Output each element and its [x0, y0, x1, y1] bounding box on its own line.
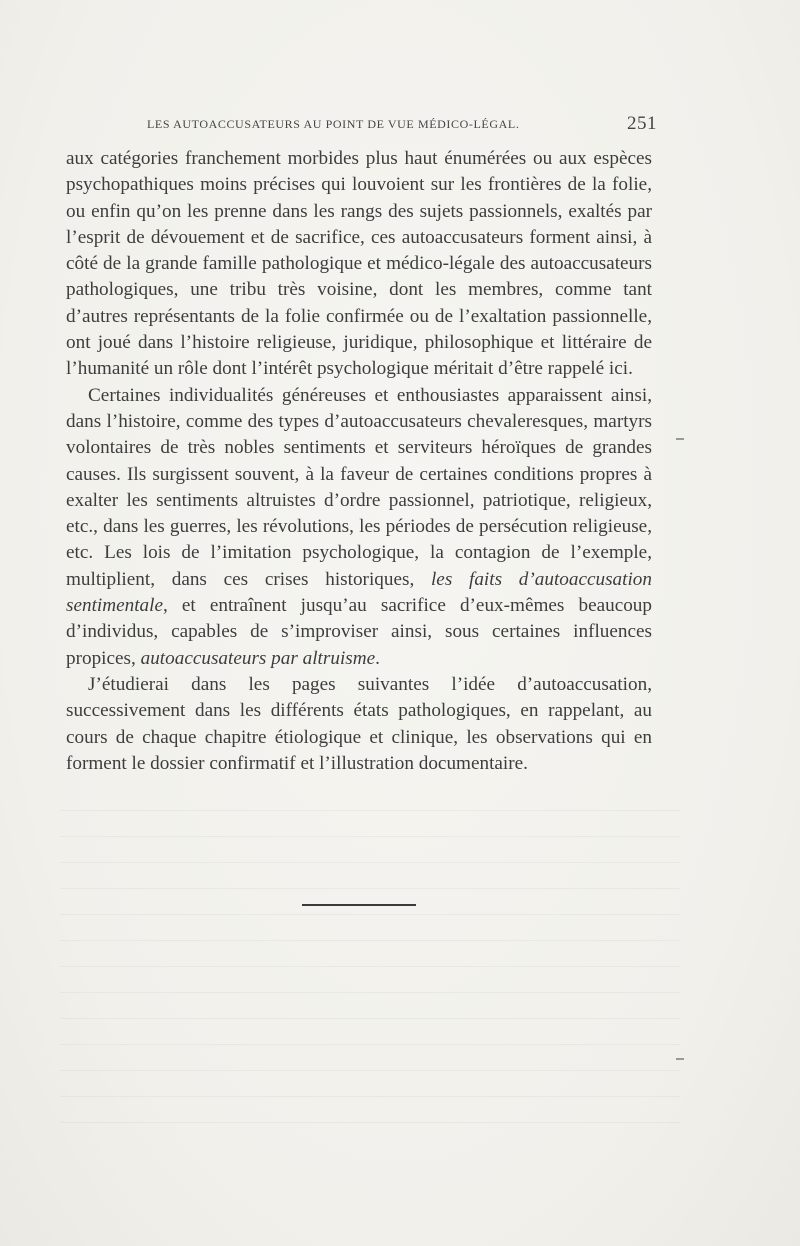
edge-mark-bottom	[676, 1058, 684, 1060]
body-text	[66, 146, 652, 777]
paragraph-2-text-after: .	[375, 647, 380, 669]
running-header	[147, 112, 657, 136]
edge-mark-top	[676, 438, 684, 440]
paragraph-3: J’étudierai dans les pages suivantes l’idée d’autoaccusation, successivement dans les différents états pathologiques, en rappelant, au cours de chaque chapitre étiologique et clinique, les observations qui en forment le dossier confirmatif et l’illustration documentaire.	[66, 673, 652, 774]
paragraph-2	[66, 383, 652, 672]
italic-phrase-altruisme: autoaccusateurs par altruisme	[140, 647, 376, 669]
italic-phrase-sentimental: les faits d’autoaccusation sentimentale	[66, 568, 652, 617]
paragraph-1: aux catégories franchement morbides plus haut énumérées ou aux espèces psychopathiques moins précises qui louvoient sur les frontières de la folie, ou enfin qu’on les prenne dans les rangs des sujets passionnels, exaltés par l’esprit de dévouement et de sacrifice, ces autoaccusateurs forment ainsi, à côté de la grande famille pathologique et médico-légale des autoaccusateurs pathologiques, une tribu très voisine, dont les membres, comme tant d’autres représentants de la folie confirmée ou de l’exaltation passionnelle, ont joué dans l’histoire religieuse, juridique, philosophique et littéraire de l’humanité un rôle dont l’intérêt psychologique méritait d’être rappelé ici.	[66, 148, 652, 380]
paragraph-2-text-middle: , et entraînent jusqu’au sacrifice d’eux-mêmes beaucoup d’individus, capables de s’improviser ainsi, sous certaines influences propices,	[66, 595, 652, 669]
show-through-texture	[60, 810, 680, 1130]
paragraph-2-text-before: Certaines individualités généreuses et enthousiastes apparaissent ainsi, dans l’histoire, comme des types d’autoaccusateurs chevaleresques, martyrs volontaires de très nobles sentiments et serviteurs héroïques de grandes causes. Ils surgissent souvent, à la faveur de certaines conditions propres à exalter les sentiments altruistes d’ordre passionnel, patriotique, religieux, etc., dans les guerres, les révolutions, les périodes de persécution religieuse, etc. Les lois de l’imitation psychologique, la contagion de l’exemple, multiplient, dans ces crises historiques,	[66, 384, 652, 590]
page-number: 251	[627, 113, 657, 134]
running-title: LES AUTOACCUSATEURS AU POINT DE VUE MÉDICO-LÉGAL.	[147, 117, 520, 131]
